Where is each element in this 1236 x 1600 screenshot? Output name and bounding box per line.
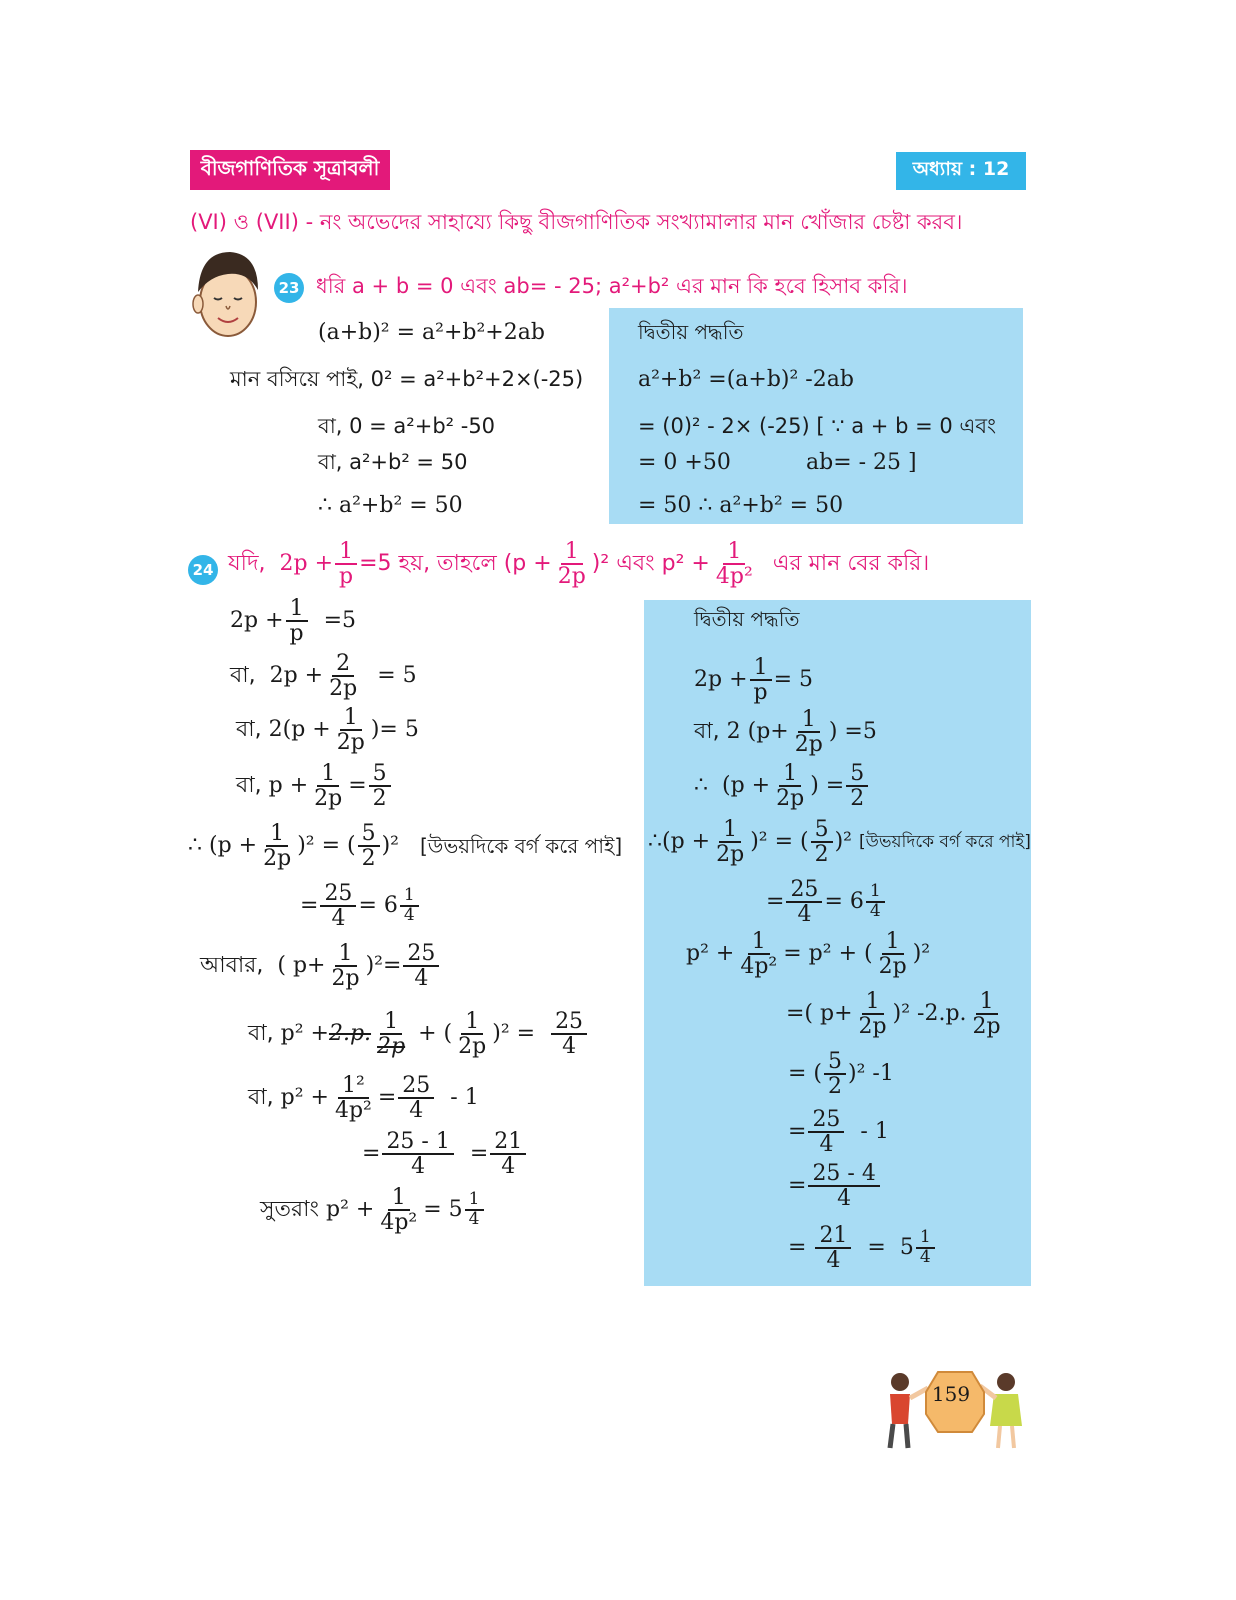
boy-illustration <box>188 246 268 342</box>
p23-box-line-3: = 0 +50 <box>638 450 731 475</box>
p23-line-4: বা, a²+b² = 50 <box>318 450 468 474</box>
p24-box-line-5: = $\frac{25}{4}$ = 6 $\frac{1}{4}$ <box>766 878 887 926</box>
p24-box-line-10: = $\frac{25 - 4}{4}$ <box>788 1162 882 1210</box>
p24-box-line-8: = ( $\frac{5}{2}$ )² -1 <box>788 1049 894 1100</box>
p24-left-line-8: বা, p² + 2.p. $\frac{1}{2p}$ + ( $\frac{1}{2p}$ )² = $\frac{25}{4}$ <box>248 1010 589 1058</box>
problem-24-question: যদি, 2p + $\frac{1}{p}$ =5 হয়, তাহলে (p + $\frac{1}{2p}$ )² এবং p² + $\frac{1}{\text{4p²}}$ এর মান বের করি। <box>228 539 930 590</box>
p24-box-line-9: = $\frac{25}{4}$ - 1 <box>788 1107 889 1158</box>
p24-left-line-3: বা, 2(p + $\frac{1}{2p}$ )= 5 <box>236 705 419 756</box>
problem-24-badge: 24 <box>188 555 218 585</box>
p23-line-2: মান বসিয়ে পাই, 0² = a²+b²+2×(-25) <box>230 367 584 391</box>
p23-box-heading: দ্বিতীয় পদ্ধতি <box>638 320 744 344</box>
p24-q-if: যদি, <box>228 551 266 577</box>
p24-box-line-4: ∴ (p + $\frac{1}{2p}$ )² = ( $\frac{5}{2}$ )² [উভয়দিকে বর্গ করে পাই] <box>648 817 1031 868</box>
p23-box-line-1: a²+b² =(a+b)² -2ab <box>638 367 854 392</box>
p24-left-line-4: বা, p + $\frac{1}{2p}$ = $\frac{5}{2}$ <box>236 762 393 810</box>
chapter-number: অধ্যায় : 12 <box>896 152 1026 190</box>
p24-left-note: [উভয়দিকে বর্গ করে পাই] <box>419 834 623 859</box>
page-number: 159 <box>931 1382 971 1406</box>
chapter-title: বীজগাণিতিক সূত্রাবলী <box>190 150 390 190</box>
p24-left-line-11: সুতরাং p² + $\frac{1}{\text{4p²}}$ = 5 $\frac{1}{4}$ <box>260 1186 486 1234</box>
p24-box-line-2: বা, 2 (p+ $\frac{1}{2p}$ ) =5 <box>694 707 877 758</box>
p24-left-line-1: 2p + $\frac{1}{p}$ =5 <box>230 596 357 647</box>
p24-left-line-6: = $\frac{25}{4}$ = 6 $\frac{1}{4}$ <box>300 882 421 930</box>
problem-23-badge: 23 <box>274 273 304 303</box>
p24-box-note: [উভয়দিকে বর্গ করে পাই] <box>859 831 1031 852</box>
p24-left-line-5: ∴ (p + $\frac{1}{2p}$ )² = ( $\frac{5}{2}$ )² [উভয়দিকে বর্গ করে পাই] <box>188 821 623 872</box>
p24-box-line-1: 2p + $\frac{1}{p}$ = 5 <box>694 655 814 706</box>
p24-q-part3: )² এবং p² + <box>591 551 710 577</box>
p24-q-part2: =5 হয়, তাহলে (p + <box>359 551 552 577</box>
problem-23-question: ধরি a + b = 0 এবং ab= - 25; a²+b² এর মান কি হবে হিসাব করি। <box>316 274 908 298</box>
p24-left-line-9: বা, p² + $\frac{\text{1²}}{\text{4p²}}$ = $\frac{25}{4}$ - 1 <box>248 1073 479 1124</box>
p24-left-line-7: আবার, ( p+ $\frac{1}{2p}$ )²= $\frac{25}{4}$ <box>200 942 441 990</box>
p23-box-line-2: = (0)² - 2× (-25) [ ∵ a + b = 0 এবং <box>638 414 997 438</box>
p24-box-line-11: = $\frac{21}{4}$ = 5 $\frac{1}{4}$ <box>788 1224 937 1272</box>
p24-box-heading: দ্বিতীয় পদ্ধতি <box>694 607 800 631</box>
p24-q-part4: এর মান বের করি। <box>772 551 930 577</box>
p23-line-1: (a+b)² = a²+b²+2ab <box>318 320 545 345</box>
p23-box-line-4: ab= - 25 ] <box>806 450 917 475</box>
p23-box-line-5: = 50 ∴ a²+b² = 50 <box>638 493 844 518</box>
p23-line-5: ∴ a²+b² = 50 <box>318 493 463 518</box>
p24-left-line-10: = $\frac{25 - 1}{4}$ = $\frac{21}{4}$ <box>362 1130 528 1178</box>
p24-box-line-3: ∴ (p + $\frac{1}{2p}$ ) = $\frac{5}{2}$ <box>694 762 870 810</box>
p24-box-line-6: p² + $\frac{1}{\text{4p²}}$ = p² + ( $\frac{1}{2p}$ )² <box>686 929 931 980</box>
p24-box-line-7: =( p+ $\frac{1}{2p}$ )² -2.p. $\frac{1}{2p}$ <box>786 989 1001 1040</box>
p24-left-line-2: বা, 2p + $\frac{2}{2p}$ = 5 <box>230 651 417 702</box>
p23-line-3: বা, 0 = a²+b² -50 <box>318 414 496 438</box>
intro-text: (VI) ও (VII) - নং অভেদের সাহায্যে কিছু বীজগাণিতিক সংখ্যামালার মান খোঁজার চেষ্টা করব। <box>190 210 963 234</box>
